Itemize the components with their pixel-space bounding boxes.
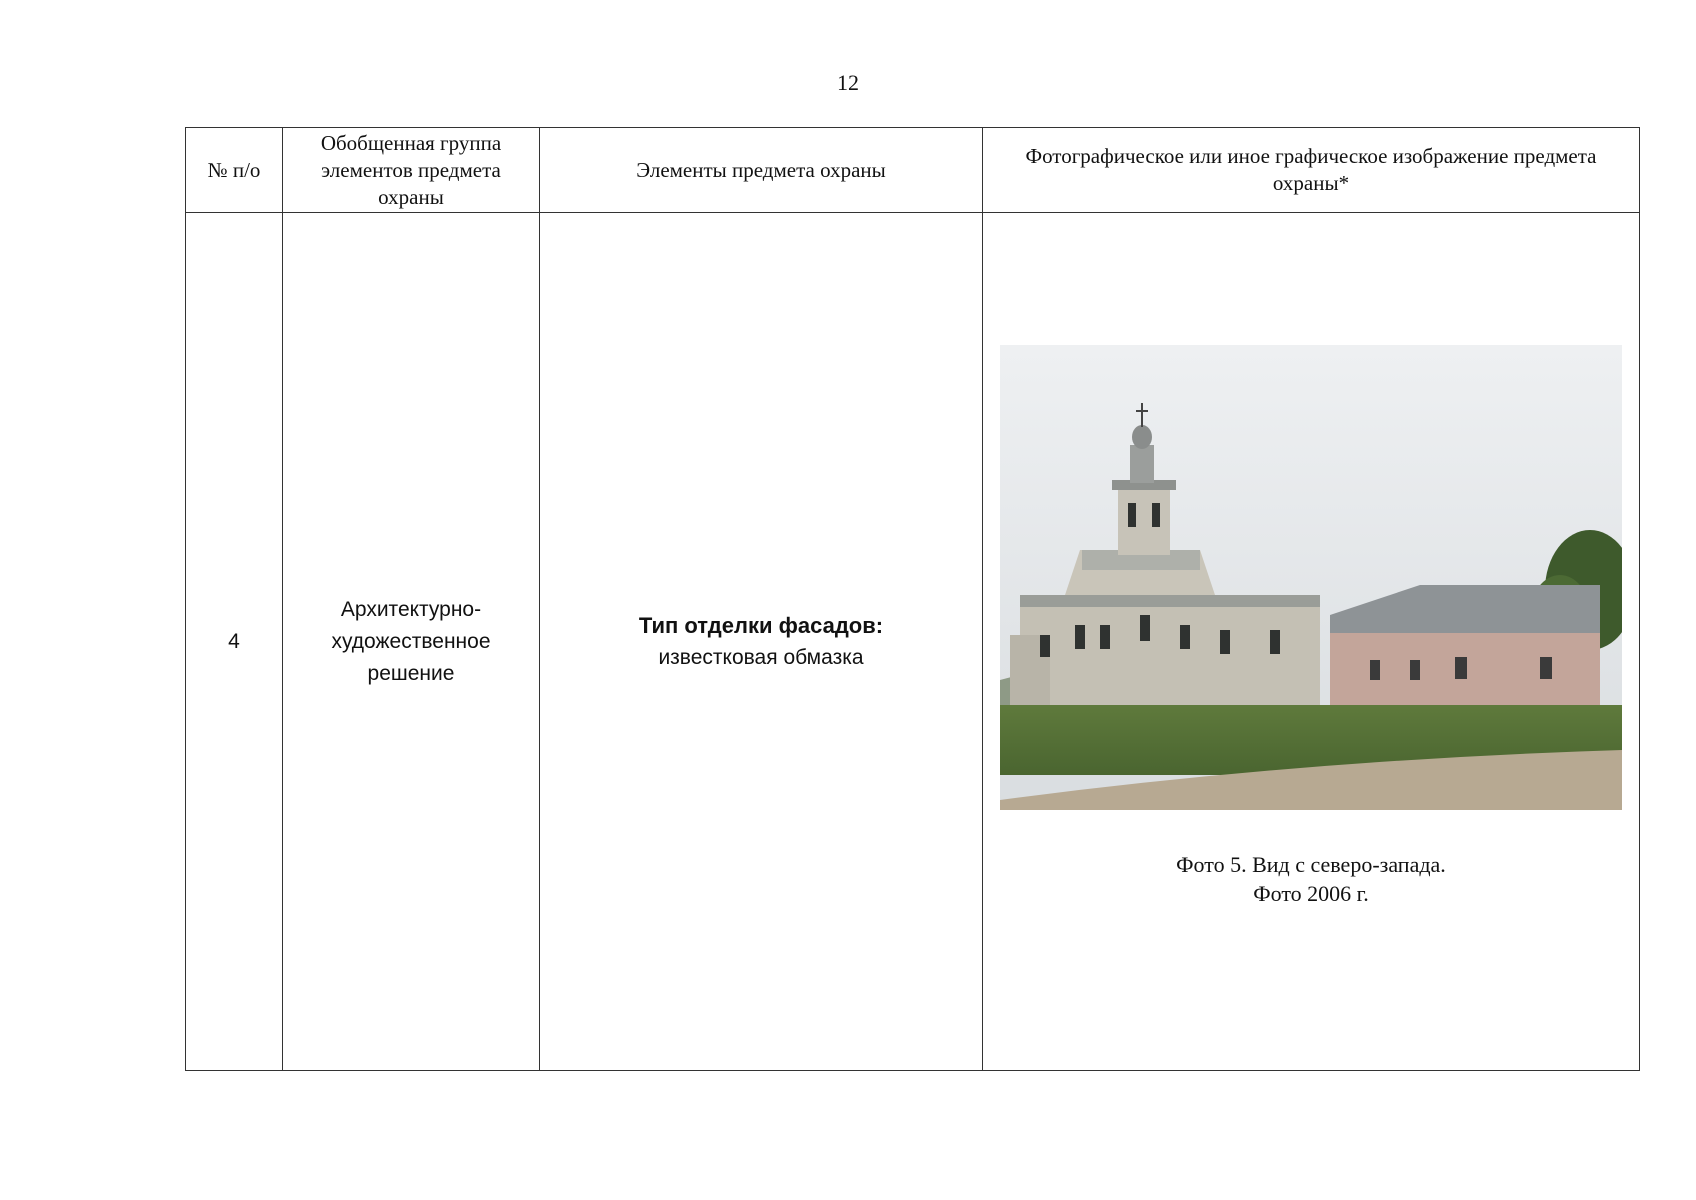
- row-elements: [540, 213, 983, 1071]
- photo-caption: [1176, 850, 1446, 908]
- header-image: Фотографическое или иное графическое изображение предмета охраны*: [983, 128, 1640, 213]
- church-photo: [1000, 345, 1622, 810]
- row-image-cell: [983, 213, 1640, 1071]
- header-number: № п/о: [186, 128, 283, 213]
- protection-subject-table: [185, 127, 1640, 1071]
- table-header-row: [186, 128, 1640, 213]
- photo-caption-line2: Фото 2006 г.: [1253, 881, 1369, 906]
- row-number: 4: [186, 213, 283, 1071]
- header-group: Обобщенная группа элементов предмета охраны: [283, 128, 540, 213]
- page-number: 12: [837, 70, 859, 95]
- row-group: Архитектурно-художественное решение: [283, 213, 540, 1071]
- header-elements: Элементы предмета охраны: [540, 128, 983, 213]
- element-value: известковая обмазка: [658, 645, 864, 669]
- element-title: Тип отделки фасадов:: [638, 612, 884, 638]
- photo-caption-line1: Фото 5. Вид с северо-запада.: [1176, 852, 1446, 877]
- table-row: [186, 213, 1640, 1071]
